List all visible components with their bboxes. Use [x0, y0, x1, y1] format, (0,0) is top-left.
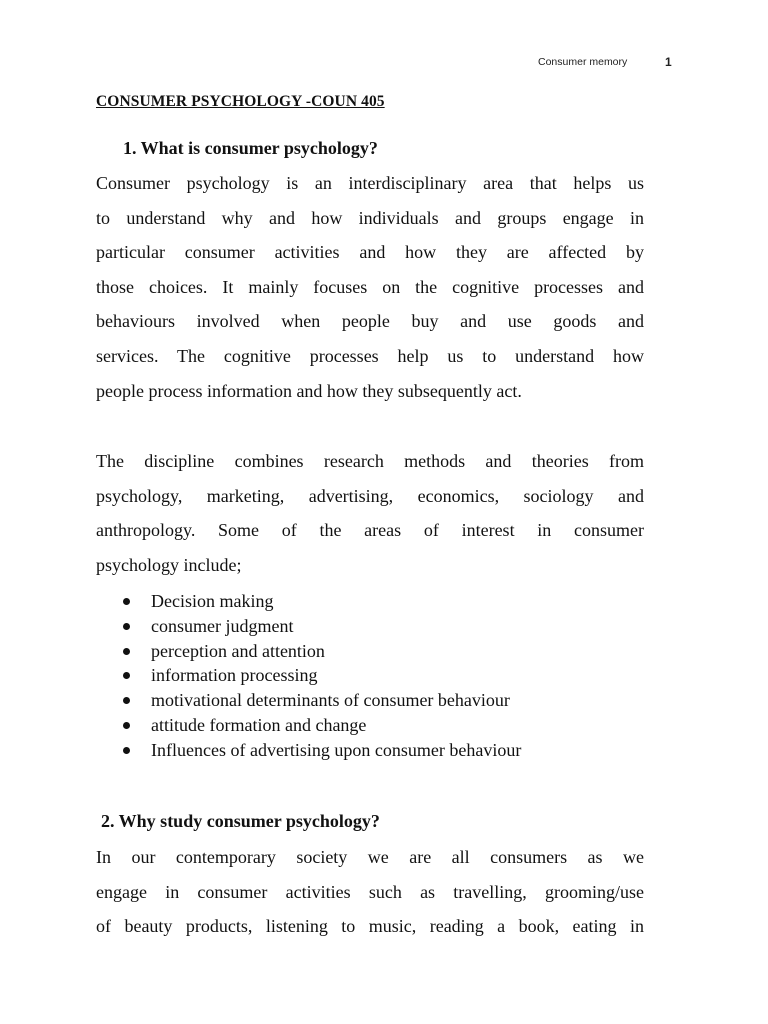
text-line: behaviours involved when people buy and use goods and: [96, 311, 644, 332]
list-item: [96, 639, 521, 664]
section-1-paragraph-2: [96, 444, 644, 582]
section-2-paragraph: [96, 840, 644, 944]
section-2-heading: 2. Why study consumer psychology?: [101, 811, 380, 831]
text-line: The discipline combines research methods and theories from: [96, 451, 644, 471]
section-1-paragraph-1: [96, 166, 644, 408]
page-header: [0, 55, 768, 71]
section-1-heading: 1. What is consumer psychology?: [123, 138, 378, 158]
course-title: CONSUMER PSYCHOLOGY -COUN 405: [96, 93, 385, 110]
bullet-icon: [123, 722, 130, 729]
text-line: services. The cognitive processes help us to understand how: [96, 345, 644, 366]
list-item-text: motivational determinants of consumer behaviour: [151, 690, 510, 711]
list-item: [96, 713, 521, 738]
text-line: anthropology. Some of the areas of interest in consumer: [96, 520, 644, 541]
page-number: 1: [665, 55, 672, 69]
text-line: those choices. It mainly focuses on the cognitive processes and: [96, 276, 644, 297]
text-line: of beauty products, listening to music, reading a book, eating in: [96, 916, 644, 937]
list-item: [96, 663, 521, 688]
bullet-icon: [123, 697, 130, 704]
text-line: In our contemporary society we are all consumers as we: [96, 847, 644, 867]
text-line: Consumer psychology is an interdisciplinary area that helps us: [96, 173, 644, 193]
list-item-text: consumer judgment: [151, 615, 294, 636]
list-item-text: attitude formation and change: [151, 714, 367, 735]
list-item-text: perception and attention: [151, 640, 325, 661]
list-item-text: Influences of advertising upon consumer behaviour: [151, 739, 522, 760]
list-item: [96, 589, 521, 614]
bullet-icon: [123, 648, 130, 655]
list-item: [96, 614, 521, 639]
bullet-icon: [123, 598, 130, 605]
list-item-text: information processing: [151, 665, 318, 686]
list-item-text: Decision making: [151, 591, 274, 611]
text-line: to understand why and how individuals and groups engage in: [96, 207, 644, 228]
text-line: psychology include;: [96, 554, 242, 575]
bullet-icon: [123, 672, 130, 679]
areas-of-interest-list: [96, 589, 521, 763]
text-line: engage in consumer activities such as travelling, grooming/use: [96, 881, 644, 902]
bullet-icon: [123, 747, 130, 754]
text-line: psychology, marketing, advertising, economics, sociology and: [96, 485, 644, 506]
list-item: [96, 688, 521, 713]
running-head: Consumer memory: [538, 56, 628, 68]
text-line: particular consumer activities and how they are affected by: [96, 242, 644, 263]
text-line: people process information and how they subsequently act.: [96, 380, 522, 401]
bullet-icon: [123, 623, 130, 630]
list-item: [96, 738, 521, 763]
